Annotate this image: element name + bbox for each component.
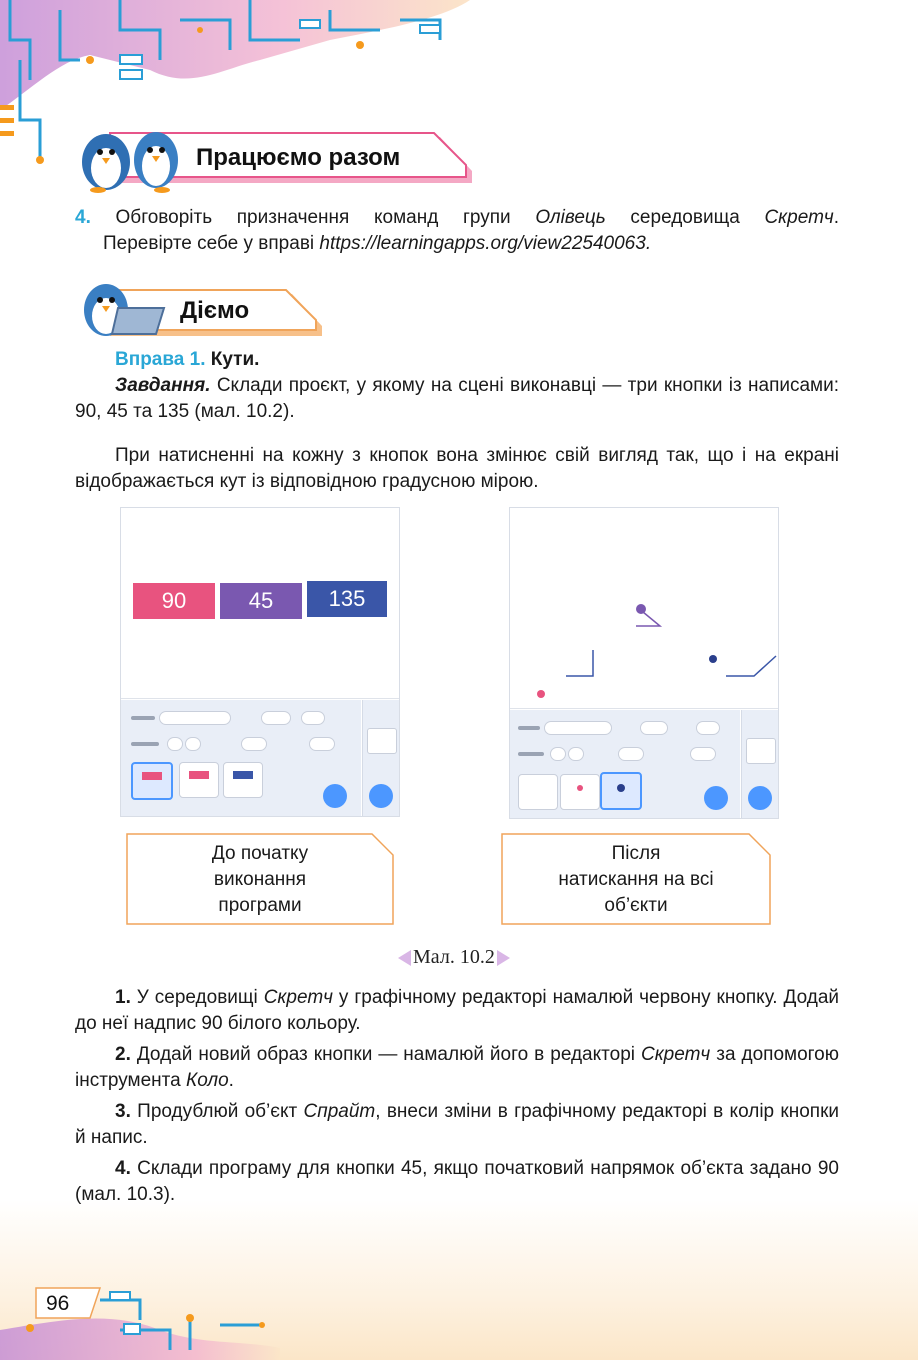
task-4-period: . [833, 207, 840, 228]
sprite-thumb-3[interactable] [223, 762, 263, 798]
step-3 [75, 1099, 839, 1151]
triangle-left-icon [398, 950, 411, 966]
screenshot-after [509, 507, 779, 819]
triangle-right-icon [497, 950, 510, 966]
task-4-line-2: Перевірте себе у вправі [103, 233, 320, 254]
caption-after-line-1: Після [611, 843, 661, 864]
sprite-thumb-after-1[interactable] [518, 774, 558, 810]
exercise-block [75, 347, 839, 425]
angles-drawing [510, 508, 778, 708]
caption-before [126, 841, 394, 919]
stage-after [510, 508, 778, 709]
task-4-term-pencil: Олівець [535, 207, 606, 228]
caption-after [501, 841, 771, 919]
figure-caption [398, 946, 510, 969]
add-backdrop-button-after[interactable] [748, 786, 772, 810]
step-2-term-2: Коло [186, 1070, 229, 1091]
step-2-period: . [228, 1070, 234, 1091]
sprite-thumb-after-2[interactable] [560, 774, 600, 810]
exercise-paragraph-2: При натисненні на кожну з кнопок вона змінює свій вигляд так, що і на екрані відображається кут із відповідною градусною мірою. [75, 445, 839, 492]
button-45[interactable]: 45 [220, 583, 302, 619]
screenshot-before [120, 507, 400, 817]
step-2 [75, 1042, 839, 1094]
penguin-laptop-icon [72, 278, 172, 340]
caption-after-line-3: об’єкти [604, 895, 668, 916]
step-3-number: 3. [115, 1101, 131, 1122]
stage-side-panel-after [741, 710, 778, 818]
caption-before-line-2: виконання [213, 869, 307, 890]
step-4-text: Склади програму для кнопки 45, якщо початковий напрямок об’єкта задано 90 (мал. 10.3). [75, 1158, 839, 1205]
step-1-text: У середовищі [130, 987, 264, 1008]
sprite-thumb-1[interactable] [131, 762, 173, 800]
add-sprite-button-after[interactable] [704, 786, 728, 810]
sprite-name-field[interactable] [159, 711, 231, 725]
page-number: 96 [46, 1292, 70, 1315]
sprite-panel-before [121, 700, 361, 816]
task-4-text-2: середовища [605, 207, 765, 228]
exercise-label: Вправа 1. [115, 349, 206, 370]
task-4 [75, 205, 839, 257]
section-title-act: Діємо [180, 297, 250, 324]
sprite-name-field-after[interactable] [544, 721, 612, 735]
task-4-link[interactable]: https://learningapps.org/view22540063. [319, 233, 652, 254]
section-title-working-together: Працюємо разом [196, 144, 401, 171]
sprite-thumb-after-3[interactable] [600, 772, 642, 810]
step-1 [75, 985, 839, 1037]
task-4-text: Обговоріть призначення команд групи [115, 207, 536, 228]
circuit-decoration-bottom [0, 1280, 300, 1360]
add-backdrop-button[interactable] [369, 784, 393, 808]
task-text: Склади проєкт, у якому на сцені виконавці — три кнопки із написами: 90, 45 та 135 (мал. 10.2). [75, 375, 839, 422]
task-4-number: 4. [75, 207, 91, 228]
caption-before-line-3: програми [218, 895, 302, 916]
stage-before [121, 508, 399, 699]
penguins-icon [72, 122, 192, 194]
step-1-number: 1. [115, 987, 131, 1008]
figure-caption-text: Мал. 10.2 [413, 946, 495, 968]
step-2-text: Додай новий образ кнопки — намалюй його в редакторі [130, 1044, 641, 1065]
step-3-text: Продублюй об’єкт [130, 1101, 304, 1122]
step-1-term: Скретч [263, 987, 333, 1008]
stage-side-panel-before [362, 700, 399, 816]
button-135[interactable]: 135 [307, 581, 387, 617]
step-2-term: Скретч [640, 1044, 711, 1065]
step-4-number: 4. [115, 1158, 131, 1179]
task-4-term-scratch: Скретч [764, 207, 834, 228]
step-3-text-2: , внеси зміни в графічному редакторі в колір кнопки й напис. [75, 1101, 839, 1148]
add-sprite-button[interactable] [323, 784, 347, 808]
step-1-text-2: у графічному редакторі намалюй червону кнопку. Додай до неї надпис 90 білого кольору. [75, 987, 840, 1034]
task-label: Завдання. [115, 375, 211, 396]
caption-before-line-1: До початку [211, 843, 309, 864]
step-3-term: Спрайт [303, 1101, 376, 1122]
step-2-number: 2. [115, 1044, 131, 1065]
step-2-text-2: за допомогою інструмента [75, 1044, 839, 1091]
sprite-thumb-2[interactable] [179, 762, 219, 798]
caption-after-line-2: натискання на всі [558, 869, 714, 890]
sprite-panel-after [510, 710, 740, 818]
step-4 [75, 1156, 839, 1208]
button-90[interactable]: 90 [133, 583, 215, 619]
exercise-title: Кути. [205, 349, 260, 370]
